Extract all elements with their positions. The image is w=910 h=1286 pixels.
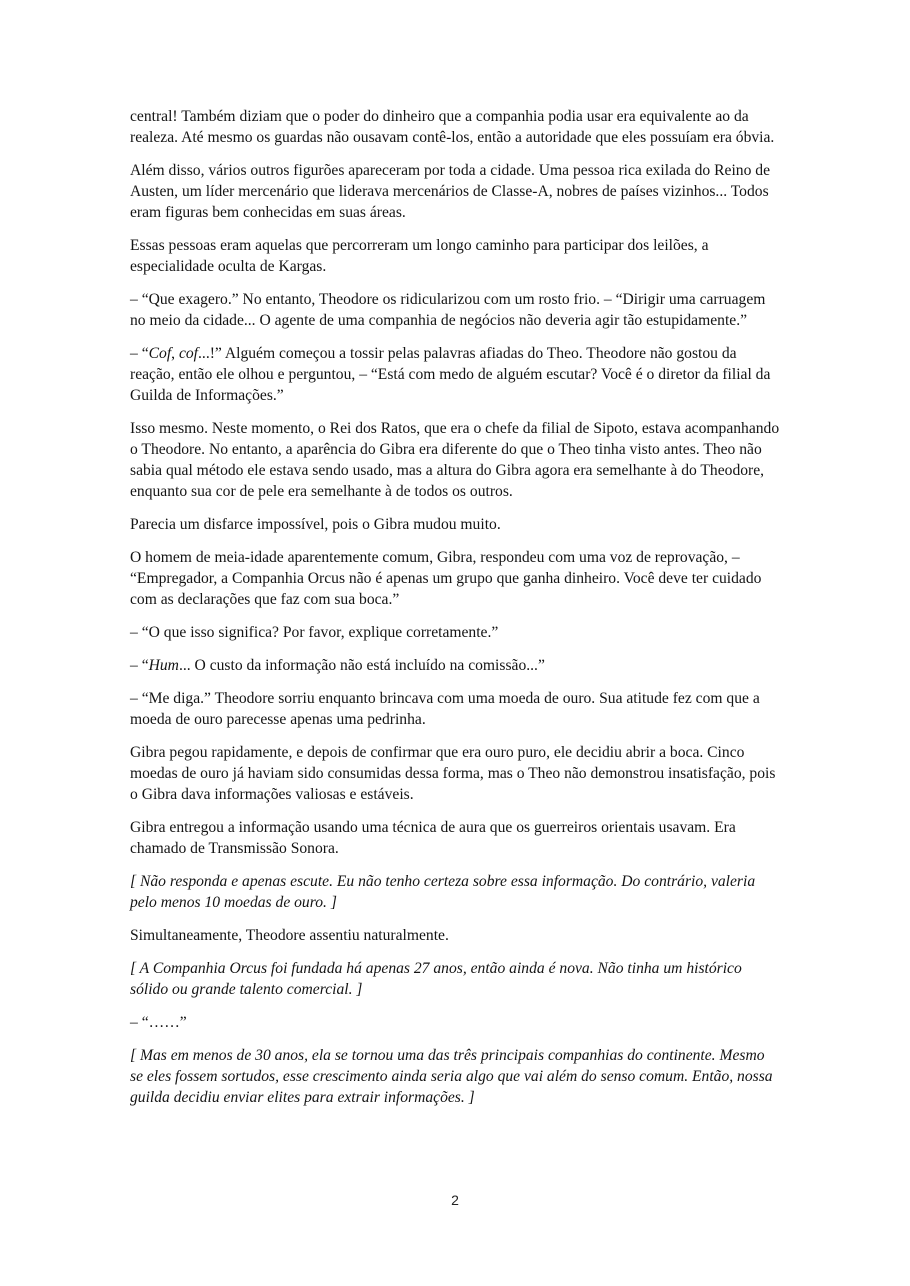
paragraph (130, 343, 780, 406)
paragraph: Isso mesmo. Neste momento, o Rei dos Ratos, que era o chefe da filial de Sipoto, estava acompanhando o Theodore. No entanto, a aparência do Gibra era diferente do que o Theo tinha visto antes. Theo não sabia qual método ele estava sendo usado, mas a altura do Gibra agora era semelhante à do Theodore, enquanto sua cor de pele era semelhante à de todos os outros. (130, 420, 780, 500)
text-run: ... O custo da informação não está incluído na comissão...” (178, 657, 545, 674)
paragraph: Essas pessoas eram aquelas que percorreram um longo caminho para participar dos leilões, a especialidade oculta de Kargas. (130, 237, 709, 275)
paragraph: – “……” (130, 1014, 187, 1031)
italic-run: Cof (148, 345, 172, 362)
italic-run: cof (178, 345, 199, 362)
paragraph: [ A Companhia Orcus foi fundada há apenas 27 anos, então ainda é nova. Não tinha um histórico sólido ou grande talento comercial. ] (130, 960, 742, 998)
paragraph: – “O que isso significa? Por favor, explique corretamente.” (130, 624, 499, 641)
paragraph: [ Não responda e apenas escute. Eu não tenho certeza sobre essa informação. Do contrário, valeria pelo menos 10 moedas de ouro. ] (130, 873, 756, 911)
page-body-text (130, 106, 780, 1120)
text-run: – “ (130, 657, 149, 674)
paragraph: – “Me diga.” Theodore sorriu enquanto brincava com uma moeda de ouro. Sua atitude fez com que a moeda de ouro parecesse apenas uma pedrinha. (130, 690, 760, 728)
page-number: 2 (451, 1192, 459, 1208)
text-run: – “ (130, 345, 149, 362)
paragraph: O homem de meia-idade aparentemente comum, Gibra, respondeu com uma voz de reprovação, – “Empregador, a Companhia Orcus não é apenas um grupo que ganha dinheiro. Você deve ter cuidado com as declarações que faz com sua boca.” (130, 549, 762, 608)
paragraph: – “Que exagero.” No entanto, Theodore os ridicularizou com um rosto frio. – “Dirigir uma carruagem no meio da cidade... O agente de uma companhia de negócios não deveria agir tão estupidamente.” (130, 291, 766, 329)
paragraph: Gibra entregou a informação usando uma técnica de aura que os guerreiros orientais usavam. Era chamado de Transmissão Sonora. (130, 819, 736, 857)
text-run: ...!” Alguém começou a tossir pelas palavras afiadas do Theo. Theodore não gostou da reação, então ele olhou e perguntou, – “Está com medo de alguém escutar? Você é o diretor da filial da Guilda de Informações.” (130, 345, 771, 404)
paragraph: Além disso, vários outros figurões apareceram por toda a cidade. Uma pessoa rica exilada do Reino de Austen, um líder mercenário que liderava mercenários de Classe-A, nobres de países vizinhos... Todos eram figuras bem conhecidas em suas áreas. (130, 162, 770, 221)
paragraph: Gibra pegou rapidamente, e depois de confirmar que era ouro puro, ele decidiu abrir a boca. Cinco moedas de ouro já haviam sido consumidas dessa forma, mas o Theo não demonstrou insatisfação, pois o Gibra dava informações valiosas e estáveis. (130, 744, 776, 803)
paragraph: Simultaneamente, Theodore assentiu naturalmente. (130, 927, 449, 944)
paragraph: Parecia um disfarce impossível, pois o Gibra mudou muito. (130, 516, 501, 533)
paragraph: [ Mas em menos de 30 anos, ela se tornou uma das três principais companhias do continente. Mesmo se eles fossem sortudos, esse crescimento ainda seria algo que vai além do senso comum. Então, nossa guilda decidiu enviar elites para extrair informações. ] (130, 1047, 773, 1106)
italic-run: Hum (148, 657, 179, 674)
text-run: , (171, 345, 179, 362)
paragraph: central! Também diziam que o poder do dinheiro que a companhia podia usar era equivalente ao da realeza. Até mesmo os guardas não ousavam contê-los, então a autoridade que eles possuíam era óbvia. (130, 108, 775, 146)
paragraph (130, 655, 780, 676)
